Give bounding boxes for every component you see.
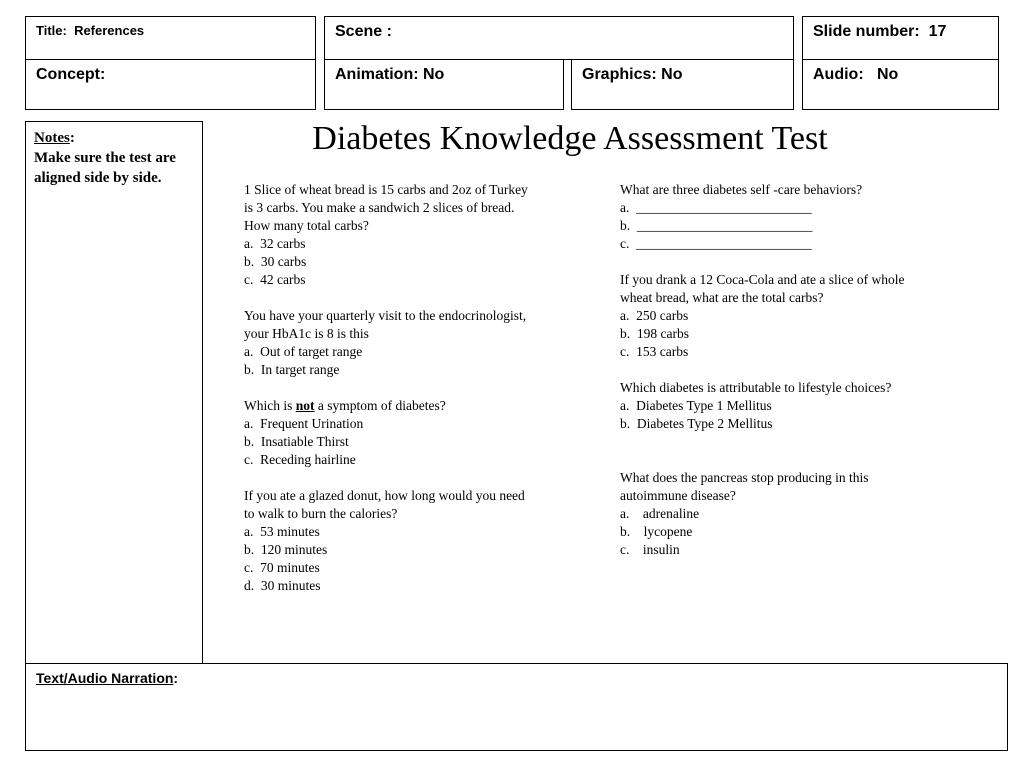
question-text: If you ate a glazed donut, how long would you need to walk to burn the calories?	[244, 488, 525, 521]
answer-option: a. adrenaline	[620, 506, 700, 521]
question-text: 1 Slice of wheat bread is 15 carbs and 2oz of Turkey is 3 carbs. You make a sandwich 2 slices of bread. How many total carbs?	[244, 182, 528, 233]
answer-option: b. In target range	[244, 362, 340, 377]
answer-option: d. 30 minutes	[244, 578, 321, 593]
question-text-after: a symptom of diabetes?	[314, 398, 446, 413]
question-text-emphasis: not	[295, 398, 315, 413]
concept-label: Concept:	[36, 66, 106, 83]
answer-option: a. 250 carbs	[620, 308, 689, 323]
answer-option: b. 30 carbs	[244, 254, 307, 269]
answer-option: c. 70 minutes	[244, 560, 320, 575]
answer-option: b. __________________________	[620, 218, 813, 233]
left-question-column	[244, 181, 534, 613]
answer-option: a. Frequent Urination	[244, 416, 364, 431]
question-text-before: Which is	[244, 398, 296, 413]
question-text: Which diabetes is attributable to lifestyle choices?	[620, 380, 892, 395]
answer-option: a. 53 minutes	[244, 524, 320, 539]
notes-text: Make sure the test are aligned side by side.	[34, 150, 176, 186]
question-1	[244, 181, 534, 289]
narration-label: Text/Audio Narration	[36, 670, 174, 686]
question-3	[244, 397, 534, 469]
audio-label: Audio:	[813, 66, 864, 83]
slide-number-value: 17	[928, 23, 947, 40]
answer-option: b. 120 minutes	[244, 542, 328, 557]
animation-label: Animation:	[335, 66, 419, 83]
audio-field	[802, 59, 999, 110]
scene-label: Scene :	[335, 23, 392, 40]
title-field	[25, 16, 316, 60]
answer-option: b. Diabetes Type 2 Mellitus	[620, 416, 773, 431]
title-value: References	[74, 23, 145, 38]
graphics-field	[571, 59, 794, 110]
right-question-column	[620, 181, 930, 577]
question-text: You have your quarterly visit to the endocrinologist, your HbA1c is 8 is this	[244, 308, 527, 341]
answer-option: a. Out of target range	[244, 344, 363, 359]
question-8	[620, 469, 930, 559]
answer-option: c. insulin	[620, 542, 680, 557]
question-text: If you drank a 12 Coca-Cola and ate a slice of whole wheat bread, what are the total carbs?	[620, 272, 905, 305]
animation-field	[324, 59, 564, 110]
answer-option: c. 153 carbs	[620, 344, 689, 359]
answer-option: b. lycopene	[620, 524, 693, 539]
scene-field	[324, 16, 794, 60]
answer-option: a. 32 carbs	[244, 236, 306, 251]
concept-field	[25, 59, 316, 110]
notes-colon: :	[69, 130, 75, 146]
question-4	[244, 487, 534, 595]
slide-number-field	[802, 16, 999, 60]
narration-colon: :	[173, 670, 179, 686]
question-text	[244, 397, 534, 415]
question-text: What does the pancreas stop producing in this autoimmune disease?	[620, 470, 869, 503]
question-text: What are three diabetes self -care behaviors?	[620, 182, 863, 197]
slide-title: Diabetes Knowledge Assessment Test	[312, 120, 828, 157]
title-label: Title:	[36, 23, 67, 38]
notes-panel	[25, 121, 203, 677]
question-7	[620, 379, 930, 433]
narration-panel	[25, 663, 1008, 751]
question-2	[244, 307, 534, 379]
question-6	[620, 271, 930, 361]
answer-option: a. Diabetes Type 1 Mellitus	[620, 398, 772, 413]
notes-label: Notes	[34, 130, 70, 146]
animation-value: No	[423, 66, 445, 83]
answer-option: a. __________________________	[620, 200, 812, 215]
answer-option: c. 42 carbs	[244, 272, 306, 287]
answer-option: c. Receding hairline	[244, 452, 356, 467]
graphics-label: Graphics:	[582, 66, 657, 83]
answer-option: b. 198 carbs	[620, 326, 689, 341]
answer-option: c. __________________________	[620, 236, 812, 251]
answer-option: b. Insatiable Thirst	[244, 434, 349, 449]
question-5	[620, 181, 930, 253]
slide-number-label: Slide number:	[813, 23, 920, 40]
graphics-value: No	[661, 66, 683, 83]
audio-value: No	[877, 66, 899, 83]
